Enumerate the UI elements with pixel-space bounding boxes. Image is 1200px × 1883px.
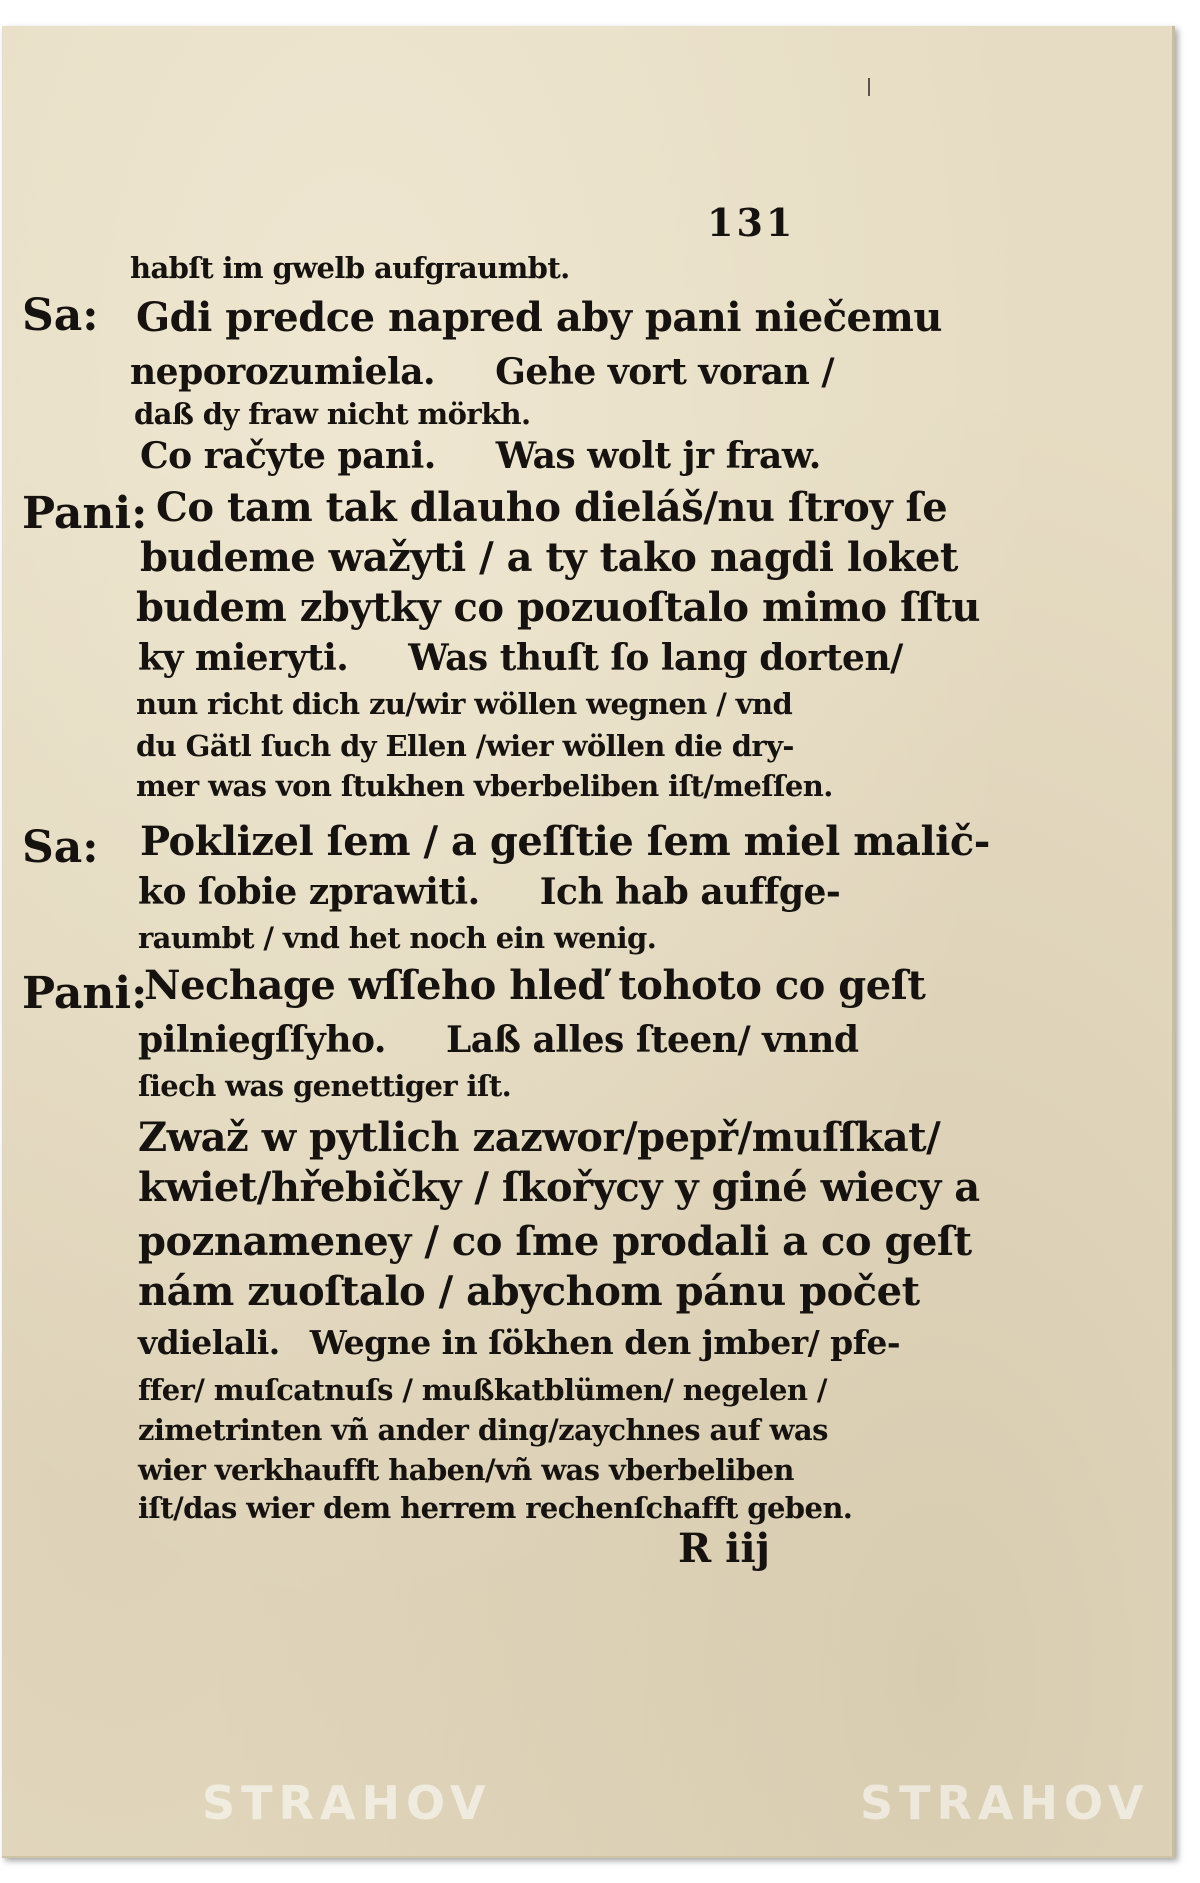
- text-line: habſt im gwelb aufgraumbt.: [130, 251, 570, 285]
- german-gloss: Was wolt jr fraw.: [495, 435, 821, 477]
- text-line: iſt/das wier dem herrem rechenſchafft geben.: [138, 1491, 853, 1525]
- signature-mark: R iij: [678, 1525, 771, 1572]
- page-number: 131: [707, 200, 796, 245]
- text-line: Co tam tak dlauho dieláš/nu ſtroy ſe: [156, 484, 948, 531]
- text-line: neporozumiela. Gehe vort voran /: [130, 351, 834, 393]
- german-gloss: Ich hab auffge-: [539, 871, 841, 913]
- text-line: kwiet/hřebičky / ſkořycy y giné wiecy a: [138, 1164, 980, 1211]
- text-line: mer was von ſtukhen vberbeliben iſt/meſſen.: [136, 769, 833, 803]
- text-line: zimetrinten vñ ander ding/zaychnes auf was: [138, 1413, 828, 1447]
- speaker-label: Sa:: [22, 290, 99, 341]
- speaker-label: Pani:: [22, 968, 148, 1019]
- text-line: raumbt / vnd het noch ein wenig.: [138, 921, 657, 955]
- text-line: ko ſobie zprawiti. Ich hab auffge-: [138, 871, 841, 913]
- watermark-left: STRAHOV: [202, 1776, 492, 1830]
- text-line: budem zbytky co pozuoſtalo mimo ſſtu: [136, 584, 980, 631]
- text-line: Co račyte pani. Was wolt jr fraw.: [140, 435, 821, 477]
- watermark-right: STRAHOV: [860, 1776, 1150, 1830]
- text-line: Poklizel ſem / a geſſtie ſem miel malič-: [140, 818, 990, 865]
- text-line: budeme wažyti / a ty tako nagdi loket: [140, 534, 958, 581]
- text-line: ffer/ muſcatnuſs / mußkatblümen/ negelen /: [138, 1373, 827, 1407]
- german-gloss: Was thuſt ſo lang dorten/: [408, 637, 903, 679]
- text-line: pilniegſſyho. Laß alles ſteen/ vnnd: [138, 1019, 859, 1061]
- ink-mark: [868, 78, 870, 96]
- text-line: poznameney / co ſme prodali a co geſt: [138, 1218, 972, 1265]
- text-line: ſiech was genettiger iſt.: [138, 1069, 512, 1103]
- text-line: nun richt dich zu/wir wöllen wegnen / vnd: [136, 687, 793, 721]
- text-line: du Gätl ſuch dy Ellen /wier wöllen die dry-: [136, 729, 794, 763]
- speaker-label: Pani:: [22, 488, 148, 539]
- german-gloss: Laß alles ſteen/ vnnd: [445, 1019, 859, 1061]
- german-gloss: Wegne in ſökhen den jmber/ pfe-: [309, 1323, 901, 1362]
- text-line: nám zuoſtalo / abychom pánu počet: [138, 1268, 920, 1315]
- speaker-label: Sa:: [22, 822, 99, 873]
- text-line: Gdi predce napred aby pani niečemu: [136, 294, 942, 341]
- text-line: vdielali. Wegne in ſökhen den jmber/ pfe-: [138, 1323, 901, 1362]
- text-line: daß dy fraw nicht mörkh.: [134, 397, 531, 431]
- text-line: ky mieryti. Was thuſt ſo lang dorten/: [138, 637, 903, 679]
- text-line: Zwaž w pytlich zazwor/pepř/muſſkat/: [138, 1114, 941, 1161]
- text-line: Nechage wſſeho hleď tohoto co geſt: [144, 962, 926, 1009]
- text-line: wier verkhaufft haben/vñ was vberbeliben: [138, 1453, 794, 1487]
- book-page: [2, 26, 1175, 1858]
- german-gloss: Gehe vort voran /: [495, 351, 834, 393]
